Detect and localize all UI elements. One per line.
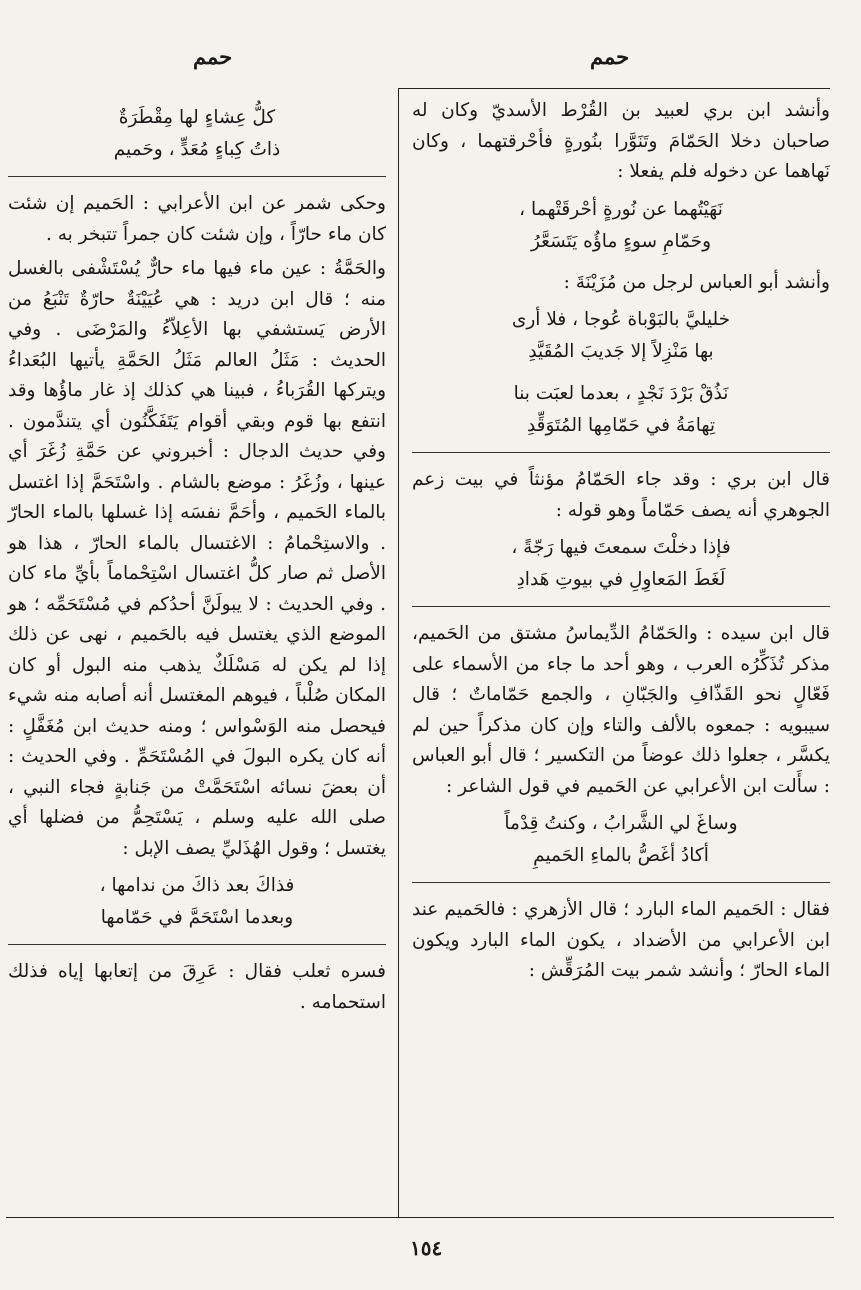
paragraph: وأنشد أبو العباس لرجل من مُزَيْنَةَ : bbox=[563, 271, 830, 293]
running-header-left: حمم bbox=[193, 44, 233, 69]
column-divider bbox=[398, 88, 399, 1217]
paragraph: وحكى شمر عن ابن الأعرابي : الحَميم إن شئت كان ماء حارّاً ، وإن شئت كان جمراً تتبخر به . bbox=[8, 193, 386, 245]
paragraph: فسره ثعلب فقال : عَرِقَ من إتعابها إياه فذلك استحمامه . bbox=[8, 961, 386, 1013]
verse-line: فإذا دخلْتَ سمعتَ فيها رَجّةً ، bbox=[511, 537, 731, 558]
paragraph: وأنشد ابن بري لعبيد بن القُرْط الأسديّ وكان له صاحبان دخلا الحَمّامَ وتَنَوَّرا بنُورةٍ فأحْرقتهما ، وكان نَهاهما عن دخوله فلم يفعلا : bbox=[412, 100, 830, 182]
verse-line: لَغَطَ المَعاوِلِ في بيوتِ هَدادِ bbox=[516, 569, 726, 590]
verse-line: أكادُ أغَصُّ بالماءِ الحَميمِ bbox=[533, 845, 709, 866]
verse-line: وحَمّامِ سوءٍ ماؤُه يَتَسَعَّرُ bbox=[530, 230, 712, 252]
verse bbox=[412, 304, 830, 368]
paragraph: قال ابن سيده : والحَمّامُ الدِّيماسُ مشتق من الحَميم، مذكر تُذَكِّرُه العرب ، وهو أحد ما جاء من الأسماء على فَعّالٍ نحو القَذّافِ والجَبّانِ ، والجمع حَمّاماتٌ ؛ قال سيبويه : جمعوه بالألف والتاء وإن كان مذكراً حين لم يكسَّر ، جعلوا ذلك عوضاً من التكسير ؛ قال أبو العباس : سأَلت ابن الأعرابي عن الحَميم في قول الشاعر : bbox=[412, 623, 830, 797]
verse-line: وساغَ لي الشَّرابُ ، وكنتُ قِدْماً bbox=[504, 813, 738, 834]
paragraph: فقال : الحَميم الماء البارد ؛ قال الأزهري : فالحَميم عند ابن الأعرابي من الأضداد ، يكون الماء البارد ويكون الماء الحارّ ؛ وأنشد شمر بيت المُرَقِّش : bbox=[412, 899, 830, 981]
section-rule bbox=[8, 944, 386, 945]
page-number: ١٥٤ bbox=[410, 1236, 443, 1260]
paragraph: قال ابن بري : وقد جاء الحَمّامُ مؤنثاً في بيت زعم الجوهري أنه يصف حَمّاماً وهو قوله : bbox=[412, 469, 830, 521]
verse-line: كلُّ عِشاءٍ لها مِقْطَرَةٌ bbox=[118, 107, 276, 128]
section-rule bbox=[412, 606, 830, 607]
verse-line: بها مَنْزِلاً إلا جَديبَ المُقَيَّدِ bbox=[528, 341, 714, 362]
verse bbox=[412, 194, 830, 258]
right-column bbox=[412, 96, 830, 991]
verse bbox=[8, 102, 386, 166]
verse-line: تِهامَةُ في حَمّامِها المُتَوَقِّدِ bbox=[526, 415, 716, 436]
verse bbox=[412, 532, 830, 596]
section-rule bbox=[8, 176, 386, 177]
verse-line: ذاتُ كِباءٍ مُعَدٍّ ، وحَميم bbox=[113, 139, 281, 160]
header-rule bbox=[398, 88, 830, 89]
left-column bbox=[8, 96, 386, 1022]
verse bbox=[412, 378, 830, 442]
verse-line: فذاكَ بعد ذاكَ من ندامها ، bbox=[99, 875, 295, 896]
verse-line: نَهَيْتُهما عن نُورةٍ أحْرقَتْهما ، bbox=[519, 198, 723, 220]
verse bbox=[412, 808, 830, 872]
verse bbox=[8, 870, 386, 934]
footer-rule bbox=[6, 1217, 834, 1218]
section-rule bbox=[412, 452, 830, 453]
verse-line: خليليَّ بالبَوْباة عُوجا ، فلا أرى bbox=[511, 309, 731, 330]
section-rule bbox=[412, 882, 830, 883]
verse-line: نَذُقْ بَرْدَ نَجْدٍ ، بعدما لعبَت بنا bbox=[513, 383, 729, 404]
paragraph: والحَمَّةُ : عين ماء فيها ماء حارٌّ يُسْتَشْفى بالغسل منه ؛ قال ابن دريد : هي عُيَيْنَةٌ حارّةٌ تَنْبَعُ من الأرض يَستشفي بها الأعِلاّءُ والمَرْضَى . وفي الحديث : مَثَلُ العالم مَثَلُ الحَمَّةِ يأتيها البُعَداءُ ويتركها القُرَباءُ ، فبينا هي كذلك إذ غار ماؤُها وقد انتفع بها قوم وبقي أقوام يَتَفَكَّنُون أي يتندَّمون . وفي حديث الدجال : أخبروني عن حَمَّةِ زُغَرَ أي عينها ، وزُغَرُ : موضع بالشام . واسْتَحَمَّ إذا اغتسل بالماء الحَميم ، وأحَمَّ نفسَه إذا غسلها بالماء الحارّ . والاستِحْمامُ : الاغتسال بالماء الحارّ ، هذا هو الأصل ثم صار كلُّ اغتسال اسْتِحْماماً بأيِّ ماء كان . وفي الحديث : لا يبولَنَّ أحدُكم في مُسْتَحَمِّه ؛ هو الموضع الذي يغتسل فيه بالحَميم ، نهى عن ذلك إذا لم يكن له مَسْلَكٌ يذهب منه البول أو كان المكان صُلْباً ، فيوهم المغتسل أنه أصابه منه شيء فيحصل منه الوَسْواس ؛ ومنه حديث ابن مُغَفَّلٍ : أنه كان يكره البولَ في المُسْتَحَمِّ . وفي الحديث : أن بعضَ نسائه اسْتَحَمَّتْ من جَنابةٍ فجاء النبي ، صلى الله عليه وسلم ، يَسْتَحِمُّ من فضلها أي يغتسل ؛ وقول الهُذَليِّ يصف الإبل : bbox=[8, 258, 386, 859]
running-header-right: حمم bbox=[590, 44, 630, 69]
verse-line: وبعدما اسْتَحَمَّ في حَمّامها bbox=[100, 907, 294, 928]
